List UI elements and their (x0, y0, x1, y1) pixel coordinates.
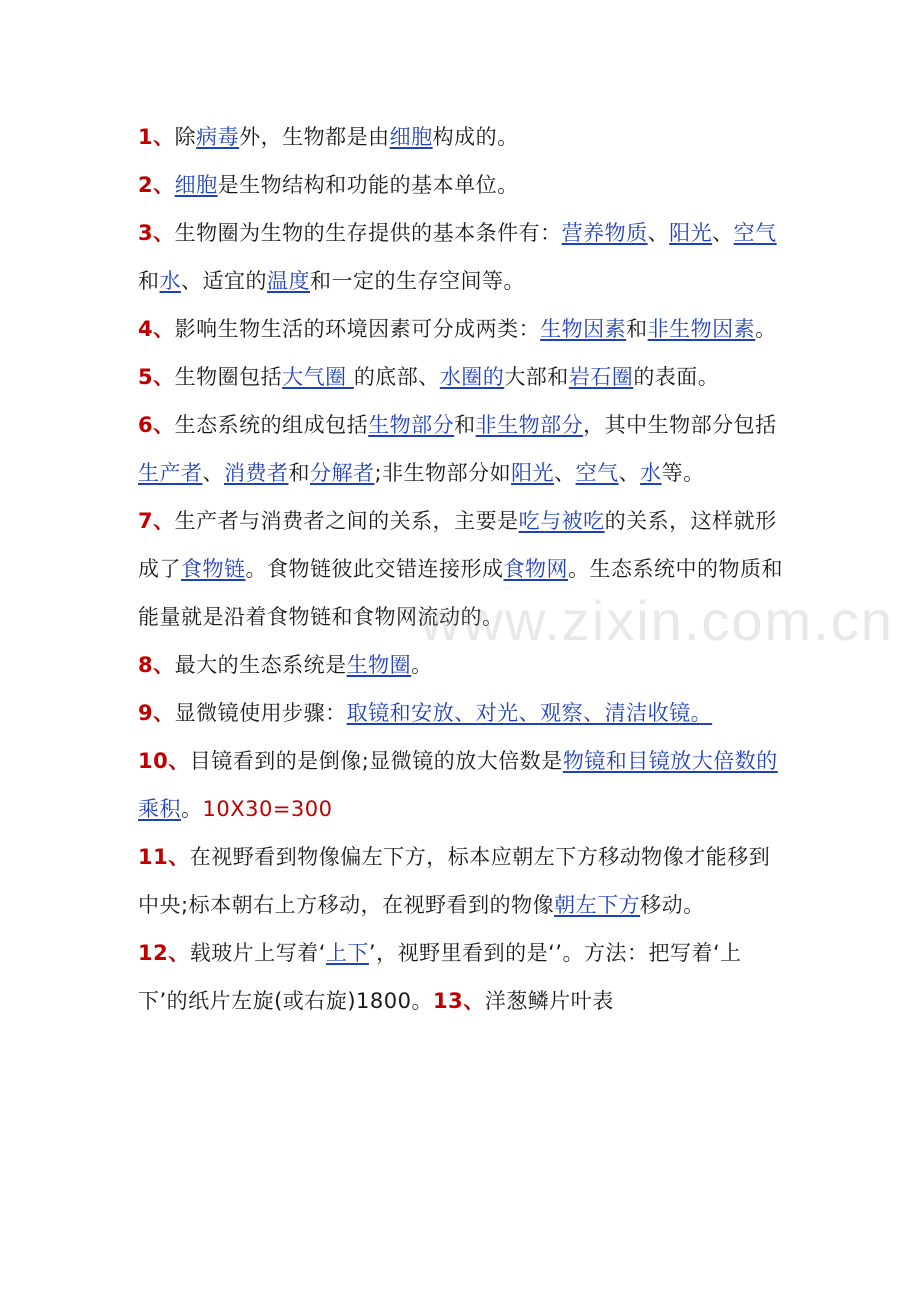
body-text: 和 (138, 269, 160, 293)
item-12 (138, 929, 788, 1025)
item-number: 6、 (138, 413, 175, 437)
answer-text: 生物圈 (346, 653, 412, 677)
body-text: 在视野看到物像偏左下方，标本应朝左下方移动物像才能移到中央;标本朝右上方移动，在视野看到的物像 (138, 845, 771, 917)
answer-text: 生物部分 (368, 413, 455, 437)
item-5 (138, 353, 788, 401)
answer-text: 空气 (733, 221, 777, 245)
body-text: 、 (202, 461, 224, 485)
body-text: 影响生物生活的环境因素可分成两类： (174, 317, 541, 341)
item-number: 5、 (138, 365, 175, 389)
body-text: ’，视野里看到的是‘’。方法：把写着‘上下’的纸片左旋(或右旋)1800。 (138, 941, 742, 1013)
item-number: 8、 (138, 653, 175, 677)
answer-text: 水 (159, 269, 181, 293)
body-text: 、 (712, 221, 734, 245)
item-1 (138, 113, 788, 161)
item-4 (138, 305, 788, 353)
body-text: 最大的生态系统是 (174, 653, 347, 677)
body-text: 、适宜的 (181, 269, 267, 293)
answer-text: 消费者 (224, 461, 289, 485)
item-number: 13、 (433, 989, 485, 1013)
body-text: 载玻片上写着‘ (189, 941, 326, 965)
item-number: 11、 (138, 845, 190, 869)
item-number: 12、 (138, 941, 190, 965)
item-number: 3、 (138, 221, 175, 245)
answer-text: 非生物因素 (647, 317, 756, 341)
body-text: 的关系，这样就形成了 (138, 509, 777, 581)
answer-text: 物镜和目镜放大倍数的乘积 (138, 749, 778, 821)
body-text: 是生物结构和功能的基本单位。 (217, 173, 519, 197)
item-8 (138, 641, 788, 689)
answer-text: 取镜和安放、对光、观察、清洁收镜。 (346, 701, 713, 725)
body-text: 目镜看到的是倒像;显微镜的放大倍数是 (189, 749, 563, 773)
answer-text: 生物因素 (540, 317, 627, 341)
body-text: 洋葱鳞片叶表 (484, 989, 614, 1013)
body-text: 除 (174, 125, 197, 149)
body-text: 生产者与消费者之间的关系，主要是 (174, 509, 519, 533)
answer-text: 生产者 (138, 461, 203, 485)
item-7 (138, 497, 788, 641)
answer-text: 阳光 (511, 461, 555, 485)
body-text: 生物圈为生物的生存提供的基本条件有： (174, 221, 562, 245)
item-2 (138, 161, 788, 209)
answer-text: 温度 (267, 269, 310, 293)
watermark: www.zixin.com.cn (420, 589, 894, 652)
item-10 (138, 737, 788, 833)
body-text: ，其中生物部分包括 (583, 413, 777, 437)
body-text: 。 (411, 653, 433, 677)
answer-text: 朝左下方 (554, 893, 641, 917)
answer-text: 阳光 (669, 221, 713, 245)
body-text: 的表面。 (633, 365, 720, 389)
body-text: 、 (647, 221, 670, 245)
body-text: 构成的。 (432, 125, 519, 149)
answer-text: 上下 (325, 941, 369, 965)
answer-text: 分解者 (310, 461, 375, 485)
body-text: 的底部、 (353, 365, 440, 389)
body-text: 。生态系统中的物质和能量就是沿着食物链和食物网流动的。 (138, 557, 783, 629)
body-text: 。 (181, 797, 203, 821)
item-9 (138, 689, 788, 737)
body-text: 和 (454, 413, 476, 437)
body-text: 外，生物都是由 (239, 125, 390, 149)
item-number: 1、 (138, 125, 175, 149)
answer-text: 病毒 (196, 125, 240, 149)
answer-text: 岩石圈 (568, 365, 634, 389)
answer-text: 非生物部分 (475, 413, 584, 437)
body-text: 大部和 (504, 365, 569, 389)
body-text: ;非生物部分如 (374, 461, 512, 485)
item-6 (138, 401, 788, 497)
body-text: 生态系统的组成包括 (174, 413, 369, 437)
answer-text: 吃与被吃 (518, 509, 605, 533)
item-3 (138, 209, 788, 305)
body-text: 。食物链彼此交错连接形成 (245, 557, 504, 581)
item-number: 10、 (138, 749, 190, 773)
body-text: 。 (755, 317, 777, 341)
body-text: 、 (554, 461, 576, 485)
body-text: 显微镜使用步骤： (174, 701, 347, 725)
answer-text: 食物链 (181, 557, 246, 581)
answer-text: 细胞 (389, 125, 433, 149)
document-body (138, 113, 788, 1025)
item-11 (138, 833, 788, 929)
answer-text: 水 (640, 461, 662, 485)
item-number: 9、 (138, 701, 175, 725)
body-text: 移动。 (640, 893, 705, 917)
item-number: 2、 (138, 173, 175, 197)
answer-text: 大气圈 (282, 365, 354, 389)
answer-text: 水圈的 (439, 365, 505, 389)
body-text: 和 (626, 317, 648, 341)
body-text: 等。 (661, 461, 705, 485)
answer-text: 细胞 (174, 173, 218, 197)
item-number: 7、 (138, 509, 175, 533)
answer-text: 空气 (575, 461, 619, 485)
body-text: 、 (618, 461, 641, 485)
item-number: 4、 (138, 317, 175, 341)
answer-text: 食物网 (503, 557, 568, 581)
red-note: 10X30=300 (202, 797, 333, 821)
answer-text: 营养物质 (561, 221, 648, 245)
body-text: 生物圈包括 (174, 365, 283, 389)
body-text: 和一定的生存空间等。 (310, 269, 525, 293)
body-text: 和 (288, 461, 310, 485)
